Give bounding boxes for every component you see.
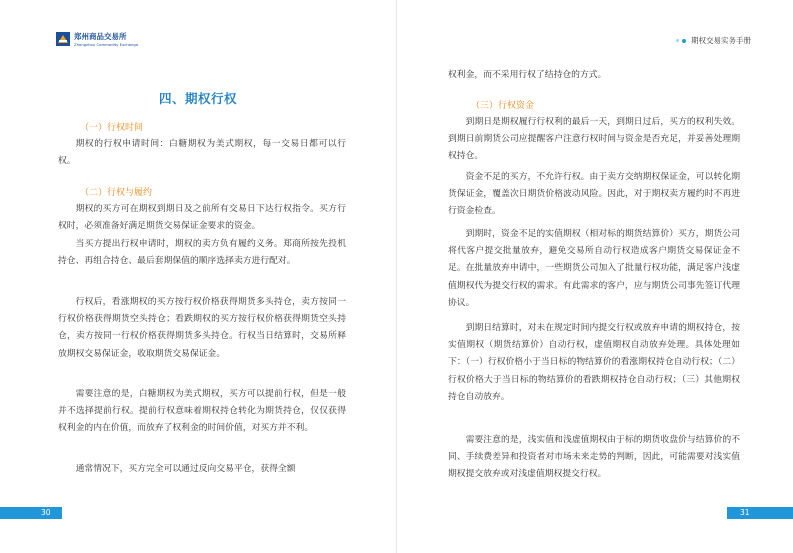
paragraph: 到期日是期权履行行权利的最后一天，到期日过后，买方的权利失效。到期日前期货公司应提醒客户注意行权时间与资金是否充足，并妥善处理期权持仓。 <box>448 117 740 162</box>
paragraph: 需要注意的是，白糖期权为美式期权，买方可以提前行权，但是一般并不选择提前行权。提前行权意味着期权持仓转化为期货持仓，仅仅获得权利金的内在价值，而放弃了权利金的时间价值，对买方并不利。 <box>58 389 346 434</box>
page-number: 31 <box>740 508 750 517</box>
paragraph: 通常情况下，买方完全可以通过反向交易平仓，获得全额 <box>75 464 296 474</box>
section-title-exercise-performance: （二）行权与履约 <box>80 188 153 198</box>
exchange-logo-icon <box>56 32 70 46</box>
section-title-exercise-time: （一）行权时间 <box>80 123 144 133</box>
paragraph: 资金不足的买方，不允许行权。由于卖方交纳期权保证金，可以转化期货保证金，覆盖次日期货价格波动风险。因此，对于期权卖方履约时不再进行资金检查。 <box>448 172 740 217</box>
dot-bullet-icon <box>676 39 679 42</box>
paragraph: 期权的行权申请时间：白糖期权为美式期权，每一交易日都可以行权。 <box>58 139 346 167</box>
section-title-exercise-funds: （三）行权资金 <box>471 101 535 111</box>
paragraph: 到期时，资金不足的实值期权（相对标的期货结算价）买方，期货公司将代客户提交批量放弃，避免交易所自动行权造成客户期货交易保证金不足。在批量放弃申请中，一些期货公司加入了批量行权功能，满足客户浅虚值期权代为提交行权的需求。有此需求的客户，应与期货公司事先签订代理协议。 <box>448 229 740 308</box>
dot-bullet-icon <box>682 39 686 43</box>
footer-bar <box>727 507 793 519</box>
logo-name-cn: 郑州商品交易所 <box>74 32 127 41</box>
paragraph: 行权后，看涨期权的买方按行权价格获得期货多头持仓，卖方按同一行权价格获得期货空头持仓；看跌期权的买方按行权价格获得期货空头持仓，卖方按同一行权价格获得期货多头持仓。行权当日结算时，交易所释放期权交易保证金，收取期货交易保证金。 <box>58 297 346 359</box>
left-page <box>0 0 396 553</box>
paragraph: 期权的买方可在期权到期日及之前所有交易日下达行权指令。买方行权时，必须准备好满足期货交易保证金要求的资金。 <box>58 204 346 232</box>
paragraph: 到期日结算时，对未在规定时间内提交行权或放弃申请的期权持仓，按实值期权（期货结算价）自动行权，虚值期权自动放弃处理。具体处理如下：（一）行权价格小于当日标的物结算价的看涨期权持仓自动行权；（二）行权价格大于当日标的物结算价的看跌期权持仓自动行权；（三）其他期权持仓自动放弃。 <box>448 323 740 402</box>
right-page <box>397 0 793 553</box>
paragraph: 当买方提出行权申请时，期权的卖方负有履约义务。郑商所按先投机持仓、再组合持仓、最后套期保值的顺序选择卖方进行配对。 <box>58 239 346 267</box>
exchange-logo <box>56 30 138 52</box>
chapter-heading: 四、期权行权 <box>158 91 237 106</box>
continued-paragraph: 权利金，而不采用行权了结持仓的方式。 <box>448 70 607 80</box>
logo-name-en: Zhengzhou Commodity Exchange <box>74 42 139 47</box>
running-header-title: 期权交易实务手册 <box>691 36 751 45</box>
paragraph: 需要注意的是，浅实值和浅虚值期权由于标的期货收盘价与结算价的不同、手续费差异和投资者对市场未来走势的判断，因此，可能需要对浅实值期权提交放弃或对浅虚值期权提交行权。 <box>448 435 740 480</box>
running-header <box>676 35 751 46</box>
footer-bar <box>0 507 62 519</box>
page-number: 30 <box>41 508 51 517</box>
